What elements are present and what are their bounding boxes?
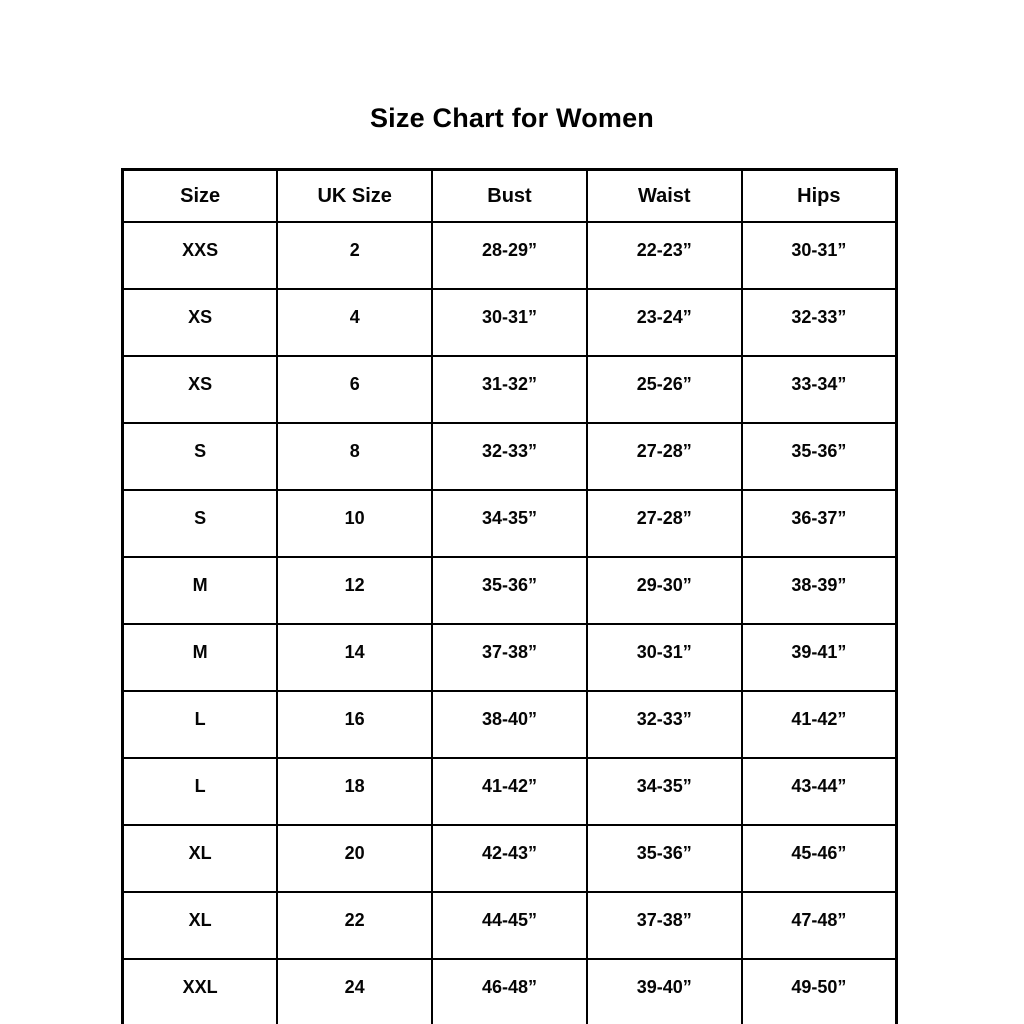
cell-bust: 34-35” bbox=[432, 490, 587, 557]
cell-size: XS bbox=[123, 289, 278, 356]
cell-uk-size: 4 bbox=[277, 289, 432, 356]
table-row bbox=[123, 892, 897, 959]
cell-hips: 36-37” bbox=[742, 490, 897, 557]
cell-size: S bbox=[123, 423, 278, 490]
table-row bbox=[123, 557, 897, 624]
cell-size: XL bbox=[123, 825, 278, 892]
cell-bust: 31-32” bbox=[432, 356, 587, 423]
cell-uk-size: 24 bbox=[277, 959, 432, 1024]
cell-uk-size: 6 bbox=[277, 356, 432, 423]
size-chart-table bbox=[121, 168, 898, 1024]
cell-size: M bbox=[123, 624, 278, 691]
header-row bbox=[123, 170, 897, 223]
table-row bbox=[123, 691, 897, 758]
cell-bust: 38-40” bbox=[432, 691, 587, 758]
cell-uk-size: 16 bbox=[277, 691, 432, 758]
cell-uk-size: 18 bbox=[277, 758, 432, 825]
cell-waist: 32-33” bbox=[587, 691, 742, 758]
cell-hips: 38-39” bbox=[742, 557, 897, 624]
column-header-waist: Waist bbox=[587, 170, 742, 223]
cell-hips: 43-44” bbox=[742, 758, 897, 825]
cell-uk-size: 22 bbox=[277, 892, 432, 959]
cell-waist: 23-24” bbox=[587, 289, 742, 356]
page-title: Size Chart for Women bbox=[369, 103, 655, 133]
cell-waist: 29-30” bbox=[587, 557, 742, 624]
cell-waist: 34-35” bbox=[587, 758, 742, 825]
cell-size: XS bbox=[123, 356, 278, 423]
table-row bbox=[123, 356, 897, 423]
cell-size: S bbox=[123, 490, 278, 557]
cell-bust: 41-42” bbox=[432, 758, 587, 825]
table-row bbox=[123, 490, 897, 557]
cell-bust: 42-43” bbox=[432, 825, 587, 892]
cell-size: M bbox=[123, 557, 278, 624]
cell-waist: 27-28” bbox=[587, 490, 742, 557]
table-row bbox=[123, 825, 897, 892]
cell-hips: 49-50” bbox=[742, 959, 897, 1024]
cell-bust: 35-36” bbox=[432, 557, 587, 624]
cell-waist: 39-40” bbox=[587, 959, 742, 1024]
table-row bbox=[123, 289, 897, 356]
cell-hips: 41-42” bbox=[742, 691, 897, 758]
table-row bbox=[123, 423, 897, 490]
cell-hips: 33-34” bbox=[742, 356, 897, 423]
cell-size: XXL bbox=[123, 959, 278, 1024]
cell-waist: 35-36” bbox=[587, 825, 742, 892]
cell-hips: 30-31” bbox=[742, 222, 897, 289]
cell-waist: 25-26” bbox=[587, 356, 742, 423]
cell-uk-size: 8 bbox=[277, 423, 432, 490]
column-header-size: Size bbox=[123, 170, 278, 223]
cell-waist: 22-23” bbox=[587, 222, 742, 289]
cell-hips: 47-48” bbox=[742, 892, 897, 959]
cell-waist: 27-28” bbox=[587, 423, 742, 490]
cell-size: L bbox=[123, 691, 278, 758]
cell-waist: 37-38” bbox=[587, 892, 742, 959]
cell-hips: 32-33” bbox=[742, 289, 897, 356]
cell-bust: 37-38” bbox=[432, 624, 587, 691]
table-row bbox=[123, 758, 897, 825]
cell-bust: 30-31” bbox=[432, 289, 587, 356]
column-header-hips: Hips bbox=[742, 170, 897, 223]
table-body bbox=[123, 222, 897, 1024]
column-header-bust: Bust bbox=[432, 170, 587, 223]
table-row bbox=[123, 222, 897, 289]
cell-size: XXS bbox=[123, 222, 278, 289]
cell-bust: 46-48” bbox=[432, 959, 587, 1024]
cell-hips: 35-36” bbox=[742, 423, 897, 490]
cell-uk-size: 10 bbox=[277, 490, 432, 557]
cell-bust: 28-29” bbox=[432, 222, 587, 289]
cell-uk-size: 20 bbox=[277, 825, 432, 892]
cell-waist: 30-31” bbox=[587, 624, 742, 691]
column-header-uk-size: UK Size bbox=[277, 170, 432, 223]
table-row bbox=[123, 959, 897, 1024]
table-row bbox=[123, 624, 897, 691]
cell-hips: 39-41” bbox=[742, 624, 897, 691]
cell-uk-size: 14 bbox=[277, 624, 432, 691]
cell-bust: 32-33” bbox=[432, 423, 587, 490]
cell-size: XL bbox=[123, 892, 278, 959]
cell-bust: 44-45” bbox=[432, 892, 587, 959]
cell-size: L bbox=[123, 758, 278, 825]
cell-uk-size: 12 bbox=[277, 557, 432, 624]
table-header bbox=[123, 170, 897, 223]
cell-hips: 45-46” bbox=[742, 825, 897, 892]
cell-uk-size: 2 bbox=[277, 222, 432, 289]
